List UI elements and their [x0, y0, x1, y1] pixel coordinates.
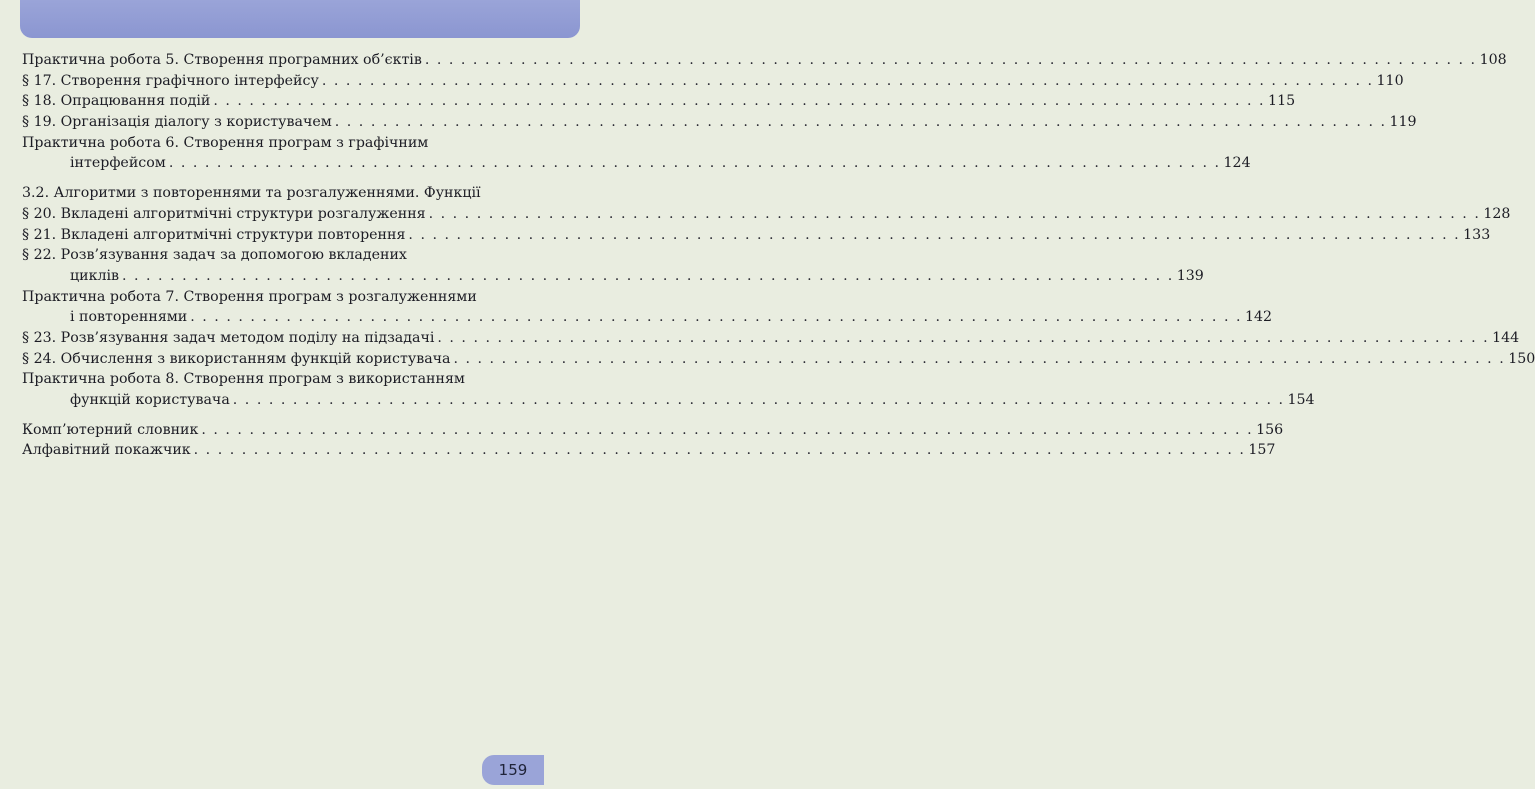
section-heading-title: 3.2. Алгоритми з повтореннями та розгалуженнями. Функції — [22, 185, 481, 202]
toc-entry-continuation[interactable] — [22, 267, 1204, 289]
dot-leader — [201, 422, 1253, 438]
toc-entry-page: 133 — [1463, 226, 1491, 243]
toc-entry-continuation[interactable] — [22, 392, 1315, 413]
section-gap — [22, 176, 542, 185]
toc-entry-page: 115 — [1268, 93, 1296, 110]
dot-leader — [425, 52, 1477, 68]
toc-entry-continuation[interactable] — [22, 309, 1273, 330]
toc-entry-title: § 22. Розв’язування задач за допомогою вкладених — [22, 247, 407, 264]
toc-entry-page: 156 — [1256, 421, 1284, 438]
page-number: 159 — [498, 761, 528, 779]
toc-entry-title: Практична робота 5. Створення програмних об’єктів — [22, 52, 422, 68]
toc-entry-title: і повтореннями — [70, 309, 188, 326]
toc-entry[interactable] — [22, 93, 1296, 114]
dot-leader — [169, 155, 1221, 171]
dot-leader — [322, 73, 1374, 89]
toc-entry[interactable] — [22, 114, 1417, 135]
toc-entry[interactable] — [22, 52, 1507, 73]
toc-entry-title: Практична робота 7. Створення програм з розгалуженнями — [22, 288, 477, 305]
toc-entry-title: § 20. Вкладені алгоритмічні структури розгалуження — [22, 205, 426, 222]
toc-entry-title: § 19. Організація діалогу з користувачем — [22, 114, 332, 131]
toc-entry-page: 154 — [1287, 392, 1315, 408]
toc-entry-page: 142 — [1244, 309, 1273, 326]
header-band — [20, 0, 580, 38]
toc-entry-page: 157 — [1248, 442, 1276, 459]
section-heading[interactable] — [22, 185, 542, 206]
toc-entry-title: функцій користувача — [70, 392, 230, 408]
toc-entry[interactable] — [22, 371, 542, 392]
section-gap — [22, 413, 542, 422]
toc-entry-title: Комп’ютерний словник — [22, 421, 199, 438]
toc-entry-page: 150 — [1508, 350, 1535, 367]
toc-entry-continuation[interactable] — [22, 155, 1251, 176]
toc-entry-page: 110 — [1376, 72, 1404, 89]
toc-entry[interactable] — [22, 289, 542, 310]
toc-entry-title: § 17. Створення графічного інтерфейсу — [22, 72, 319, 89]
toc-entry[interactable] — [22, 350, 1535, 372]
dot-leader — [429, 206, 1481, 222]
toc-entry-title: § 21. Вкладені алгоритмічні структури повторення — [22, 226, 406, 243]
table-of-contents — [22, 52, 1535, 463]
dot-leader — [190, 309, 1242, 325]
toc-entry-title: § 23. Розв’язування задач методом поділу на підзадачі — [22, 329, 435, 346]
toc-entry[interactable] — [22, 421, 1284, 443]
dot-leader — [408, 227, 1460, 243]
toc-entry-page: 124 — [1223, 155, 1251, 172]
dot-leader — [335, 114, 1387, 130]
toc-entry-title: Практична робота 8. Створення програм з використанням — [22, 371, 465, 388]
toc-entry-page: 108 — [1479, 52, 1507, 68]
toc-entry-title: Практична робота 6. Створення програм з графічним — [22, 134, 429, 151]
dot-leader — [437, 330, 1489, 346]
toc-entry[interactable] — [22, 247, 542, 268]
toc-entry[interactable] — [22, 205, 1511, 227]
toc-entry-page: 119 — [1389, 114, 1417, 131]
toc-entry-title: § 24. Обчислення з використанням функцій користувача — [22, 350, 451, 367]
toc-entry[interactable] — [22, 226, 1491, 248]
toc-entry-page: 128 — [1483, 205, 1511, 222]
toc-entry[interactable] — [22, 329, 1520, 351]
toc-entry-page: 139 — [1176, 267, 1204, 284]
toc-entry-title: циклів — [70, 267, 119, 284]
dot-leader — [213, 93, 1265, 109]
page-number-tab — [482, 755, 544, 785]
dot-leader — [233, 392, 1285, 408]
dot-leader — [454, 351, 1506, 367]
dot-leader — [122, 268, 1174, 284]
dot-leader — [194, 442, 1246, 458]
toc-entry[interactable] — [22, 442, 1276, 463]
toc-entry-title: § 18. Опрацювання подій — [22, 93, 211, 110]
toc-entry-page: 144 — [1492, 329, 1520, 346]
toc-entry[interactable] — [22, 72, 1404, 94]
toc-entry-title: Алфавітний покажчик — [22, 442, 191, 459]
toc-entry[interactable] — [22, 135, 542, 156]
toc-entry-title: інтерфейсом — [70, 155, 166, 172]
